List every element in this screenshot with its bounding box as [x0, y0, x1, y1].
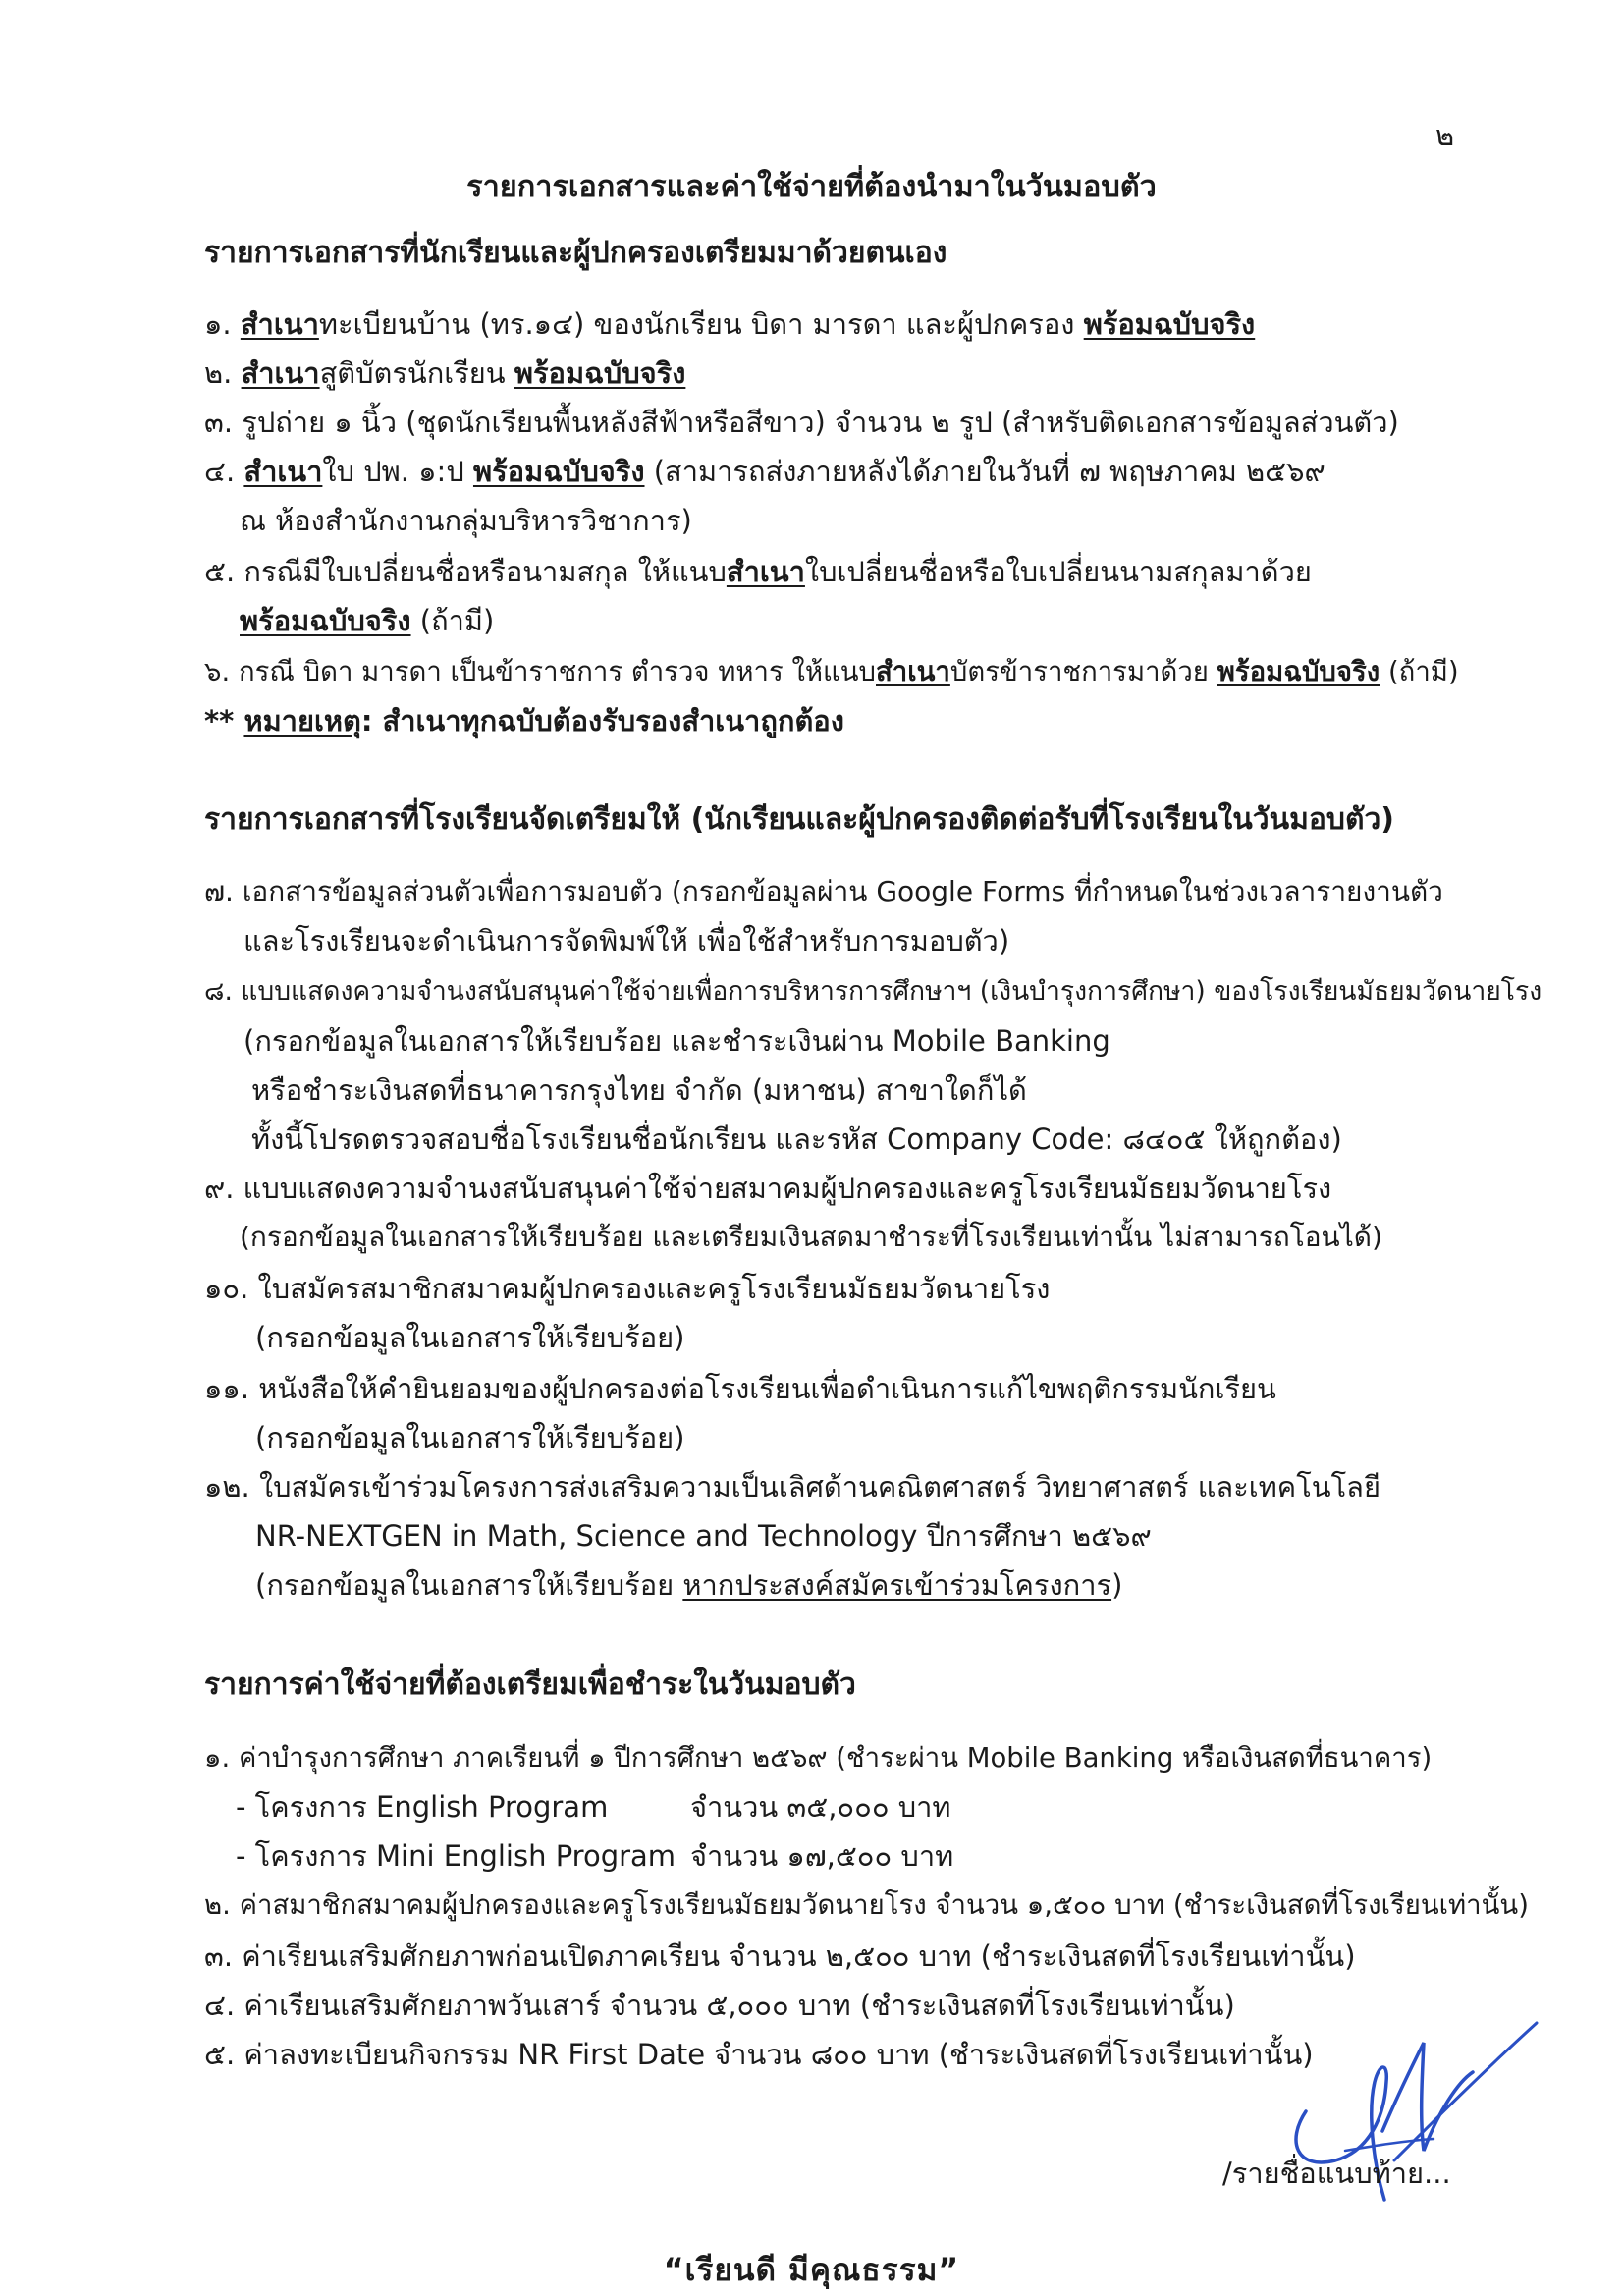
- section3-heading: รายการค่าใช้จ่ายที่ต้องเตรียมเพื่อชำระในวันมอบตัว: [204, 1667, 856, 1702]
- section1-heading: รายการเอกสารที่นักเรียนและผู้ปกครองเตรียมมาด้วยตนเอง: [204, 236, 947, 270]
- fee-item-1a-amount: จำนวน ๓๕,๐๐๐ บาท: [690, 1790, 951, 1824]
- doc-item-8-line3: หรือชำระเงินสดที่ธนาคารกรุงไทย จำกัด (มหาชน) สาขาใดก็ได้: [251, 1073, 1027, 1107]
- doc-item-11: ๑๑. หนังสือให้คำยินยอมของผู้ปกครองต่อโรงเรียนเพื่อดำเนินการแก้ไขพฤติกรรมนักเรียน: [204, 1372, 1276, 1405]
- doc-item-6: ๖. กรณี บิดา มารดา เป็นข้าราชการ ตำรวจ ทหาร ให้แนบสำเนาบัตรข้าราชการมาด้วย พร้อมฉบับจริง (ถ้ามี): [204, 656, 1459, 687]
- doc-item-9-line2: (กรอกข้อมูลในเอกสารให้เรียบร้อย และเตรียมเงินสดมาชำระที่โรงเรียนเท่านั้น ไม่สามารถโอนได้): [240, 1221, 1382, 1253]
- doc-item-12-line3: (กรอกข้อมูลในเอกสารให้เรียบร้อย หากประสงค์สมัครเข้าร่วมโครงการ): [255, 1568, 1123, 1602]
- doc-item-12-line2: NR-NEXTGEN in Math, Science and Technology ปีการศึกษา ๒๕๖๙: [255, 1519, 1152, 1553]
- doc-item-5: ๕. กรณีมีใบเปลี่ยนชื่อหรือนามสกุล ให้แนบสำเนาใบเปลี่ยนชื่อหรือใบเปลี่ยนนามสกุลมาด้วย: [204, 555, 1312, 588]
- doc-item-2: ๒. สำเนาสูติบัตรนักเรียน พร้อมฉบับจริง: [204, 356, 686, 390]
- doc-item-10: ๑๐. ใบสมัครสมาชิกสมาคมผู้ปกครองและครูโรงเรียนมัธยมวัดนายโรง: [204, 1272, 1051, 1305]
- continued-note: /รายชื่อแนบท้าย...: [1222, 2157, 1451, 2190]
- doc-item-4: ๔. สำเนาใบ ปพ. ๑:ป พร้อมฉบับจริง (สามารถส่งภายหลังได้ภายในวันที่ ๗ พฤษภาคม ๒๕๖๙: [204, 455, 1325, 488]
- doc-item-5-line2: พร้อมฉบับจริง (ถ้ามี): [240, 604, 495, 637]
- doc-item-3: ๓. รูปถ่าย ๑ นิ้ว (ชุดนักเรียนพื้นหลังสีฟ้าหรือสีขาว) จำนวน ๒ รูป (สำหรับติดเอกสารข้อมูลส่วนตัว): [204, 406, 1399, 439]
- note: ** หมายเหตุ: สำเนาทุกฉบับต้องรับรองสำเนาถูกต้อง: [204, 704, 844, 738]
- doc-item-7: ๗. เอกสารข้อมูลส่วนตัวเพื่อการมอบตัว (กรอกข้อมูลผ่าน Google Forms ที่กำหนดในช่วงเวลารายงานตัว: [204, 875, 1443, 907]
- fee-item-3: ๓. ค่าเรียนเสริมศักยภาพก่อนเปิดภาคเรียน จำนวน ๒,๕๐๐ บาท (ชำระเงินสดที่โรงเรียนเท่านั้น): [204, 1940, 1356, 1973]
- section2-heading: รายการเอกสารที่โรงเรียนจัดเตรียมให้ (นักเรียนและผู้ปกครองติดต่อรับที่โรงเรียนในวันมอบตัว): [204, 802, 1395, 837]
- page-number: ๒: [1435, 119, 1455, 152]
- doc-item-1: ๑. สำเนาทะเบียนบ้าน (ทร.๑๔) ของนักเรียน บิดา มารดา และผู้ปกครอง พร้อมฉบับจริง: [204, 307, 1256, 341]
- page-title: รายการเอกสารและค่าใช้จ่ายที่ต้องนำมาในวันมอบตัว: [466, 170, 1157, 204]
- doc-item-9: ๙. แบบแสดงความจำนงสนับสนุนค่าใช้จ่ายสมาคมผู้ปกครองและครูโรงเรียนมัธยมวัดนายโรง: [204, 1172, 1332, 1205]
- doc-item-10-line2: (กรอกข้อมูลในเอกสารให้เรียบร้อย): [255, 1321, 685, 1354]
- fee-item-1: ๑. ค่าบำรุงการศึกษา ภาคเรียนที่ ๑ ปีการศึกษา ๒๕๖๙ (ชำระผ่าน Mobile Banking หรือเงินสดที่ธนาคาร): [204, 1742, 1433, 1774]
- fee-item-5: ๕. ค่าลงทะเบียนกิจกรรม NR First Date จำนวน ๘๐๐ บาท (ชำระเงินสดที่โรงเรียนเท่านั้น): [204, 2038, 1314, 2071]
- doc-item-12: ๑๒. ใบสมัครเข้าร่วมโครงการส่งเสริมความเป็นเลิศด้านคณิตศาสตร์ วิทยาศาสตร์ และเทคโนโลยี: [204, 1470, 1380, 1503]
- doc-item-4-line2: ณ ห้องสำนักงานกลุ่มบริหารวิชาการ): [240, 504, 692, 537]
- fee-item-2: ๒. ค่าสมาชิกสมาคมผู้ปกครองและครูโรงเรียนมัธยมวัดนายโรง จำนวน ๑,๕๐๐ บาท (ชำระเงินสดที่โรงเรียนเท่านั้น): [204, 1889, 1529, 1921]
- fee-item-4: ๔. ค่าเรียนเสริมศักยภาพวันเสาร์ จำนวน ๕,๐๐๐ บาท (ชำระเงินสดที่โรงเรียนเท่านั้น): [204, 1989, 1235, 2022]
- doc-item-8: ๘. แบบแสดงความจำนงสนับสนุนค่าใช้จ่ายเพื่อการบริหารการศึกษาฯ (เงินบำรุงการศึกษา) ของโรงเรียนมัธยมวัดนายโรง: [204, 976, 1542, 1007]
- fee-item-1b-amount: จำนวน ๑๗,๕๐๐ บาท: [690, 1839, 954, 1873]
- fee-item-1b-name: - โครงการ Mini English Program: [236, 1839, 676, 1873]
- doc-item-11-line2: (กรอกข้อมูลในเอกสารให้เรียบร้อย): [255, 1421, 685, 1454]
- doc-item-7-line2: และโรงเรียนจะดำเนินการจัดพิมพ์ให้ เพื่อใช้สำหรับการมอบตัว): [243, 924, 1010, 957]
- doc-item-8-line4: ทั้งนี้โปรดตรวจสอบชื่อโรงเรียนชื่อนักเรียน และรหัส Company Code: ๘๔๐๕ ให้ถูกต้อง): [251, 1122, 1342, 1156]
- fee-item-1a-name: - โครงการ English Program: [236, 1790, 609, 1824]
- doc-item-8-line2: (กรอกข้อมูลในเอกสารให้เรียบร้อย และชำระเงินผ่าน Mobile Banking: [243, 1024, 1110, 1058]
- school-motto: “เรียนดี มีคุณธรรม”: [663, 2253, 960, 2288]
